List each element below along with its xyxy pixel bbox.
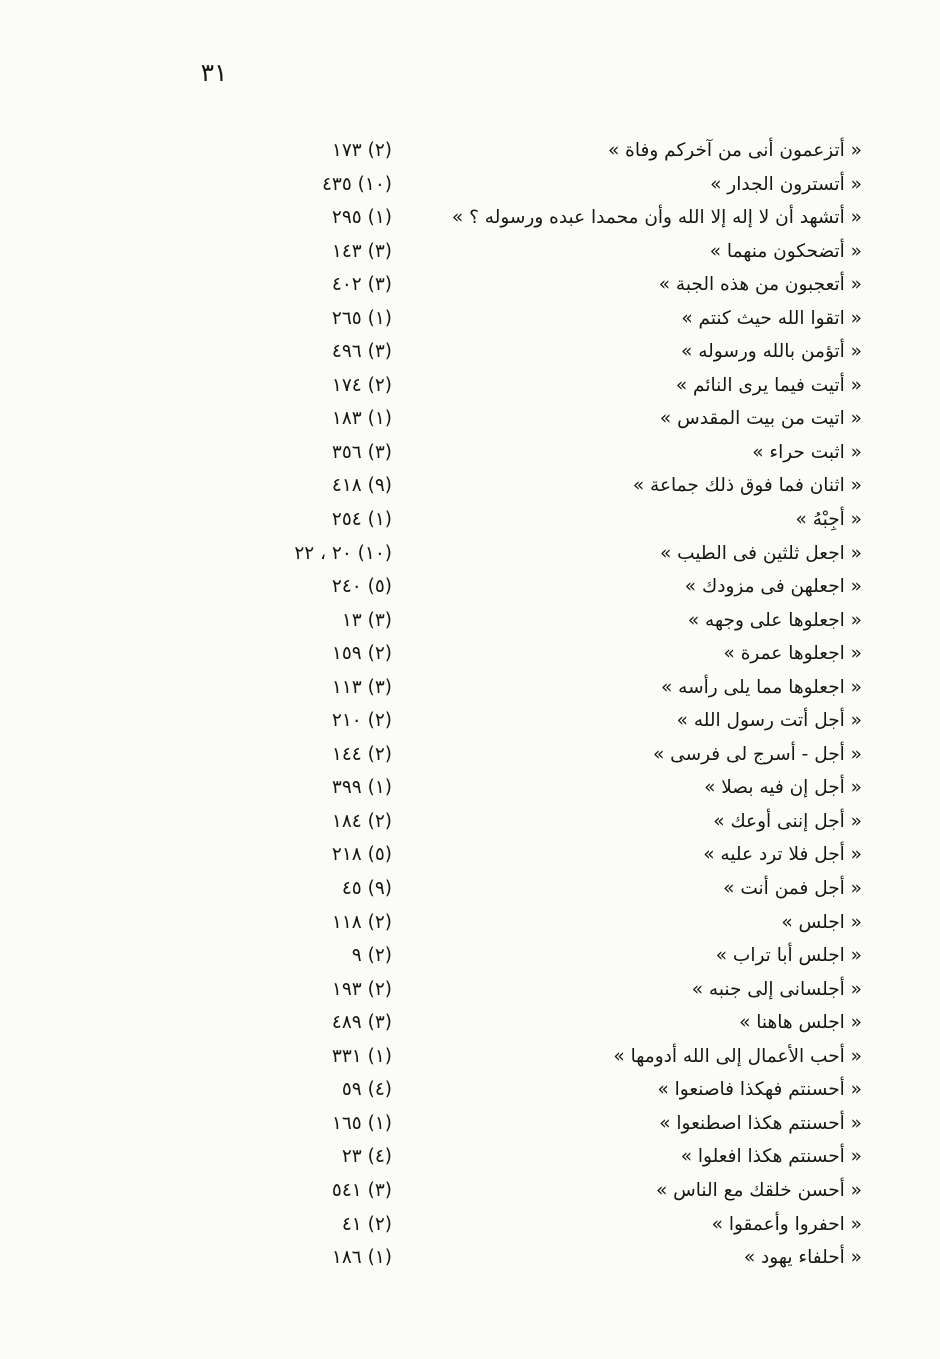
- index-entry: [0, 1108, 940, 1142]
- index-entry: [0, 403, 940, 437]
- entry-phrase: « أجل أتت رسول الله »: [676, 710, 862, 732]
- entry-phrase: « اجعلوها عمرة »: [723, 643, 862, 665]
- entry-reference: (١٠) ٢٠ ، ٢٢: [294, 542, 392, 564]
- index-entry: [0, 202, 940, 236]
- entry-phrase: « أتؤمن بالله ورسوله »: [681, 341, 862, 363]
- entry-phrase: « أجلسانى إلى جنبه »: [691, 978, 862, 1000]
- entry-reference: (١) ١٦٥: [331, 1112, 392, 1134]
- entry-reference: (٢) ٩: [351, 945, 392, 967]
- index-entry: [0, 538, 940, 572]
- entry-phrase: « أجل إننى أوعك »: [713, 810, 862, 832]
- entry-phrase: « اجعلوها مما يلى رأسه »: [660, 676, 862, 698]
- entry-phrase: « أتضحكون منهما »: [709, 240, 862, 262]
- index-entry: [0, 940, 940, 974]
- entry-phrase: « أتزعمون أنى من آخركم وفاة »: [607, 140, 862, 161]
- entry-reference: (٣) ١٣: [341, 609, 392, 631]
- index-entry: [0, 1141, 940, 1175]
- index-entry: [0, 336, 940, 370]
- entry-phrase: « أحسنتم هكذا اصطنعوا »: [659, 1112, 862, 1134]
- entry-reference: (١) ١٨٦: [331, 1247, 392, 1269]
- entry-reference: (٣) ٥٤١: [331, 1179, 392, 1201]
- index-entry: [0, 605, 940, 639]
- index-entry: [0, 1209, 940, 1243]
- entry-reference: (٢) ١٥٩: [331, 643, 392, 665]
- index-entry: [0, 135, 940, 169]
- index-entry: [0, 1007, 940, 1041]
- entry-reference: (٢) ١٧٣: [331, 140, 392, 161]
- entry-phrase: « أحب الأعمال إلى الله أدومها »: [613, 1045, 862, 1067]
- index-entry: [0, 370, 940, 404]
- index-entry: [0, 672, 940, 706]
- entry-phrase: « أحسنتم هكذا افعلوا »: [680, 1146, 862, 1168]
- entry-phrase: « أتعجبون من هذه الجبة »: [658, 274, 862, 296]
- entry-reference: (٢) ١٤٤: [331, 743, 392, 765]
- index-entry: [0, 739, 940, 773]
- entry-reference: (٤) ٥٩: [341, 1079, 392, 1101]
- index-entry: [0, 504, 940, 538]
- entry-reference: (٣) ٤٨٩: [331, 1012, 392, 1034]
- entry-phrase: « أجل - أسرج لى فرسى »: [652, 743, 862, 765]
- entry-phrase: « أجل فلا ترد عليه »: [703, 844, 862, 866]
- index-entry: [0, 571, 940, 605]
- index-entry: [0, 873, 940, 907]
- index-entry: [0, 1074, 940, 1108]
- entry-phrase: « اجلس هاهنا »: [739, 1012, 862, 1034]
- entry-reference: (٣) ٤٠٢: [331, 274, 392, 296]
- entry-reference: (١) ٢٥٤: [331, 509, 392, 531]
- index-entry: [0, 437, 940, 471]
- entry-phrase: « اجلس أبا تراب »: [715, 945, 862, 967]
- entry-reference: (٥) ٢٤٠: [331, 576, 392, 598]
- entry-reference: (٩) ٤٥: [341, 878, 392, 900]
- entry-reference: (٢) ٤١: [341, 1213, 392, 1235]
- index-entry: [0, 839, 940, 873]
- entry-reference: (٢) ١٩٣: [331, 978, 392, 1000]
- entry-phrase: « اجعل ثلثين فى الطيب »: [659, 542, 862, 564]
- index-entry: [0, 638, 940, 672]
- index-entry: [0, 772, 940, 806]
- entry-reference: (١) ٢٩٥: [331, 207, 392, 229]
- entry-reference: (٥) ٢١٨: [331, 844, 392, 866]
- entry-reference: (٣) ٣٥٦: [331, 441, 392, 463]
- index-entry: [0, 269, 940, 303]
- entry-reference: (٣) ١١٣: [331, 676, 392, 698]
- entry-phrase: « اجعلوها على وجهه »: [687, 609, 862, 631]
- index-entry: [0, 470, 940, 504]
- entry-reference: (١٠) ٤٣٥: [321, 173, 392, 195]
- entry-phrase: « أتسترون الجدار »: [710, 173, 862, 195]
- index-entry: [0, 705, 940, 739]
- index-entry: [0, 806, 940, 840]
- entry-phrase: « احفروا وأعمقوا »: [711, 1213, 862, 1235]
- entry-phrase: « اجعلهن فى مزودك »: [684, 576, 862, 598]
- entry-reference: (١) ١٨٣: [331, 408, 392, 430]
- entry-phrase: « أجل فمن أنت »: [723, 878, 862, 900]
- index-entry: [0, 974, 940, 1008]
- entry-phrase: « اثبت حراء »: [752, 441, 862, 463]
- entry-phrase: « أتيت فيما يرى النائم »: [675, 374, 862, 396]
- index-entry: [0, 169, 940, 203]
- entry-phrase: « أتشهد أن لا إله إلا الله وأن محمدا عبده ورسوله ؟ »: [451, 207, 862, 229]
- index-entry: [0, 303, 940, 337]
- index-entry: [0, 236, 940, 270]
- page-number: ٣١: [200, 58, 228, 87]
- entry-reference: (٢) ٢١٠: [331, 710, 392, 732]
- entry-phrase: « أحسن خلقك مع الناس »: [655, 1179, 862, 1201]
- entry-phrase: « أجل إن فيه بصلا »: [704, 777, 862, 799]
- index-list: [0, 135, 940, 1276]
- entry-phrase: « اثنان فما فوق ذلك جماعة »: [632, 475, 862, 497]
- entry-phrase: « أحلفاء يهود »: [743, 1247, 862, 1269]
- entry-reference: (٣) ١٤٣: [331, 240, 392, 262]
- index-entry: [0, 1242, 940, 1276]
- entry-reference: (٩) ٤١٨: [331, 475, 392, 497]
- entry-phrase: « اتيت من بيت المقدس »: [659, 408, 862, 430]
- entry-reference: (١) ٣٣١: [331, 1045, 392, 1067]
- entry-reference: (٤) ٢٣: [341, 1146, 392, 1168]
- entry-reference: (٣) ٤٩٦: [331, 341, 392, 363]
- entry-reference: (٢) ١٨٤: [331, 810, 392, 832]
- index-entry: [0, 1175, 940, 1209]
- entry-phrase: « أجِبْهُ »: [795, 509, 862, 531]
- entry-phrase: « اجلس »: [781, 911, 862, 933]
- index-entry: [0, 1041, 940, 1075]
- entry-phrase: « اتقوا الله حيث كنتم »: [681, 307, 862, 329]
- entry-reference: (١) ٣٩٩: [331, 777, 392, 799]
- entry-reference: (٢) ١٧٤: [331, 374, 392, 396]
- index-entry: [0, 907, 940, 941]
- entry-reference: (١) ٢٦٥: [331, 307, 392, 329]
- entry-reference: (٢) ١١٨: [331, 911, 392, 933]
- entry-phrase: « أحسنتم فهكذا فاصنعوا »: [657, 1079, 862, 1101]
